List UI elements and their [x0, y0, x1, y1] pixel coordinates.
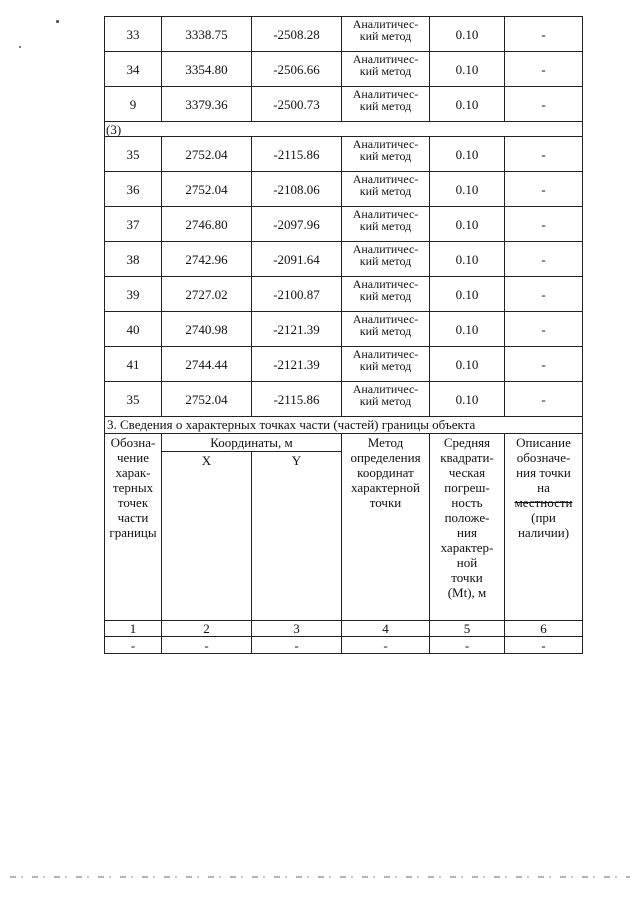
method-line: Аналитичес- [352, 277, 419, 291]
column-number: 3 [252, 621, 342, 637]
header-line: ческая [448, 465, 486, 480]
point-description: - [505, 172, 583, 207]
header-line: (Mt), м [447, 585, 487, 600]
point-row [105, 207, 583, 242]
point-description: - [505, 382, 583, 417]
point-description: - [505, 17, 583, 52]
method-line: кий метод [359, 149, 412, 163]
coord-y: -2097.96 [252, 207, 342, 242]
point-description: - [505, 137, 583, 172]
method-line: кий метод [359, 184, 412, 198]
method [342, 242, 430, 277]
coord-x: 2746.80 [162, 207, 252, 242]
point-row [105, 242, 583, 277]
coord-x: 2752.04 [162, 382, 252, 417]
point-row [105, 347, 583, 382]
coord-y: -2115.86 [252, 137, 342, 172]
coord-x: 3354.80 [162, 52, 252, 87]
method-line: кий метод [359, 359, 412, 373]
header-line: чение [117, 450, 149, 465]
method [342, 87, 430, 122]
header-line: точки [369, 495, 402, 510]
method [342, 382, 430, 417]
header-line: Метод [367, 435, 404, 450]
method [342, 277, 430, 312]
method-line: Аналитичес- [352, 347, 419, 361]
header-coordinates: Координаты, м [162, 434, 342, 452]
coord-y: -2100.87 [252, 277, 342, 312]
scan-speck [19, 46, 21, 48]
method [342, 52, 430, 87]
coord-y: -2115.86 [252, 382, 342, 417]
method-line: Аналитичес- [352, 87, 419, 101]
point-row [105, 52, 583, 87]
header-row-1 [105, 434, 583, 452]
coordinates-table [104, 16, 583, 654]
header-line: точки [451, 570, 483, 585]
point-number: 41 [105, 347, 162, 382]
coord-x: 2752.04 [162, 172, 252, 207]
mean-error: 0.10 [430, 242, 505, 277]
coord-x: 3379.36 [162, 87, 252, 122]
point-description: - [505, 242, 583, 277]
point-description: - [505, 207, 583, 242]
empty-cell: - [342, 637, 430, 654]
column-number: 5 [430, 621, 505, 637]
method-line: кий метод [359, 64, 412, 78]
empty-cell: - [505, 637, 583, 654]
header-line: определения [350, 450, 421, 465]
header-description [505, 434, 583, 621]
method-line: Аналитичес- [352, 17, 419, 31]
column-number: 4 [342, 621, 430, 637]
header-line: (при [531, 510, 556, 525]
header-line: координат [357, 465, 414, 480]
column-number: 2 [162, 621, 252, 637]
header-y: Y [252, 452, 342, 621]
method [342, 17, 430, 52]
point-row [105, 312, 583, 347]
point-description: - [505, 347, 583, 382]
coord-y: -2091.64 [252, 242, 342, 277]
point-row [105, 137, 583, 172]
point-number: 37 [105, 207, 162, 242]
coord-y: -2508.28 [252, 17, 342, 52]
coord-y: -2121.39 [252, 347, 342, 382]
part-label: (3) [105, 122, 583, 137]
point-number: 35 [105, 382, 162, 417]
point-number: 33 [105, 17, 162, 52]
header-line: ния точки [516, 465, 571, 480]
point-number: 40 [105, 312, 162, 347]
empty-values-row [105, 637, 583, 654]
mean-error: 0.10 [430, 172, 505, 207]
header-line: Средняя [443, 435, 491, 450]
method-line: Аналитичес- [352, 52, 419, 66]
point-row [105, 277, 583, 312]
column-number: 1 [105, 621, 162, 637]
mean-error: 0.10 [430, 382, 505, 417]
header-line: харак- [115, 465, 151, 480]
header-line: Описание [516, 435, 571, 450]
point-number: 9 [105, 87, 162, 122]
method [342, 312, 430, 347]
method [342, 347, 430, 382]
point-row [105, 172, 583, 207]
method-line: кий метод [359, 254, 412, 268]
struck-word: местности [514, 495, 573, 510]
header-line: границы [109, 525, 157, 540]
header-line: части [117, 510, 149, 525]
section-title-row [105, 417, 583, 434]
method-line: Аналитичес- [352, 172, 419, 186]
method-line: Аналитичес- [352, 207, 419, 221]
coord-y: -2121.39 [252, 312, 342, 347]
header-x: X [162, 452, 252, 621]
mean-error: 0.10 [430, 277, 505, 312]
coord-x: 2742.96 [162, 242, 252, 277]
part-label-row [105, 122, 583, 137]
header-line: терных [112, 480, 154, 495]
method-line: кий метод [359, 29, 412, 43]
point-number: 35 [105, 137, 162, 172]
header-line: характерной [351, 480, 420, 495]
point-row [105, 87, 583, 122]
scan-speck [56, 20, 59, 23]
header-mean-error [430, 434, 505, 621]
mean-error: 0.10 [430, 347, 505, 382]
empty-cell: - [252, 637, 342, 654]
method-line: кий метод [359, 99, 412, 113]
point-row [105, 17, 583, 52]
coord-y: -2108.06 [252, 172, 342, 207]
header-line: Обозна- [110, 435, 156, 450]
method-line: кий метод [359, 219, 412, 233]
point-number: 36 [105, 172, 162, 207]
method-line: Аналитичес- [352, 137, 419, 151]
coordinates-document [104, 16, 582, 654]
header-line: ность [451, 495, 483, 510]
section-title: 3. Сведения о характерных точках части (частей) границы объекта [105, 417, 583, 434]
coord-x: 2727.02 [162, 277, 252, 312]
point-row [105, 382, 583, 417]
empty-cell: - [105, 637, 162, 654]
method-line: кий метод [359, 289, 412, 303]
header-line: положе- [444, 510, 490, 525]
header-line: на [537, 480, 550, 495]
header-line: характер- [440, 540, 494, 555]
mean-error: 0.10 [430, 52, 505, 87]
mean-error: 0.10 [430, 137, 505, 172]
header-method [342, 434, 430, 621]
coord-x: 2744.44 [162, 347, 252, 382]
method [342, 172, 430, 207]
method-line: Аналитичес- [352, 382, 419, 396]
point-description: - [505, 277, 583, 312]
point-number: 39 [105, 277, 162, 312]
header-line: погреш- [444, 480, 490, 495]
method [342, 207, 430, 242]
point-number: 38 [105, 242, 162, 277]
coord-y: -2500.73 [252, 87, 342, 122]
method [342, 137, 430, 172]
coord-x: 2740.98 [162, 312, 252, 347]
method-line: Аналитичес- [352, 242, 419, 256]
mean-error: 0.10 [430, 312, 505, 347]
scan-edge-noise [10, 876, 630, 878]
coord-y: -2506.66 [252, 52, 342, 87]
point-description: - [505, 312, 583, 347]
coord-x: 2752.04 [162, 137, 252, 172]
method-line: кий метод [359, 394, 412, 408]
header-line: обозначе- [516, 450, 571, 465]
empty-cell: - [430, 637, 505, 654]
column-number: 6 [505, 621, 583, 637]
point-number: 34 [105, 52, 162, 87]
empty-cell: - [162, 637, 252, 654]
point-description: - [505, 52, 583, 87]
header-line: ной [456, 555, 478, 570]
header-line: точек [117, 495, 149, 510]
mean-error: 0.10 [430, 17, 505, 52]
point-description: - [505, 87, 583, 122]
header-point-id [105, 434, 162, 621]
header-line: ния [457, 525, 477, 540]
coord-x: 3338.75 [162, 17, 252, 52]
mean-error: 0.10 [430, 207, 505, 242]
method-line: кий метод [359, 324, 412, 338]
method-line: Аналитичес- [352, 312, 419, 326]
header-line: наличии) [517, 525, 570, 540]
column-numbers-row [105, 621, 583, 637]
header-line: квадрати- [440, 450, 494, 465]
mean-error: 0.10 [430, 87, 505, 122]
